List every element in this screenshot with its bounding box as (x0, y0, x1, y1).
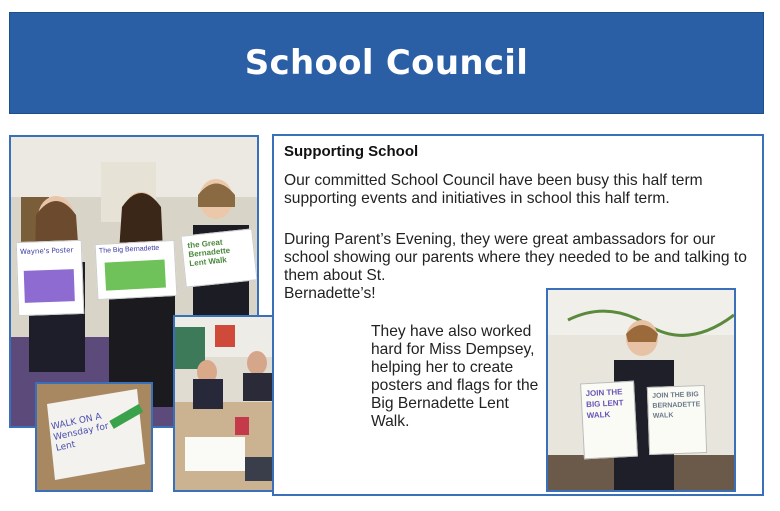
flag-text: WALK ON A Wensday for Lent (50, 411, 110, 454)
poster-3 (180, 228, 257, 287)
boy-poster-1 (580, 381, 638, 460)
photo-boy-posters (546, 288, 736, 492)
boy-poster-2-text: JOIN THE BIG BERNADETTE WALK (652, 391, 701, 420)
boy-poster-1-text: JOIN THE BIG LENT WALK (585, 387, 624, 421)
article-heading: Supporting School (284, 143, 419, 160)
article-paragraph-2-line-b: Bernadette’s! (284, 285, 376, 302)
poster-1 (16, 240, 85, 316)
photo-flag-closeup (35, 382, 153, 492)
title-banner (9, 12, 764, 114)
boy-posters-image (548, 290, 734, 490)
poster-2-text: The Big Bernadette (98, 244, 160, 255)
page-title: School Council (244, 43, 529, 83)
boy-poster-2 (647, 385, 707, 455)
poster-2 (95, 240, 178, 300)
poster-3-text: the Great Bernadette Lent Walk (187, 237, 231, 269)
article-paragraph-2-line-a: During Parent’s Evening, they were great ambassadors for our school showing our parents where they needed to be and talking to them about St. (284, 231, 747, 284)
poster-1-text: Wayne's Poster (19, 246, 74, 257)
article-paragraph-1: Our committed School Council have been busy this half term supporting events and initiatives in school this half term. (284, 172, 703, 207)
article-paragraph-3: They have also worked hard for Miss Dempsey, helping her to create posters and flags for the Big Bernadette Lent Walk. (371, 323, 539, 430)
